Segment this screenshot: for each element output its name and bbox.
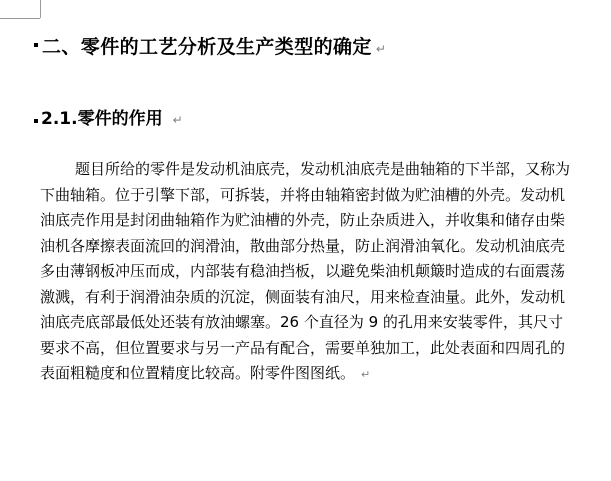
paragraph-mark-icon: ↵ [375,42,387,56]
paragraph-line: 激溅，有利于润滑油杂质的沉淀，侧面装有油尺，用来检查油量。此外，发动机 [40,287,566,306]
body-paragraph[interactable] [40,157,610,387]
paragraph-line: 多由薄钢板冲压而成，内部装有稳油挡板，以避免柴油机颠簸时造成的右面震荡 [40,262,566,280]
page-corner-mark-vertical [40,0,41,18]
section-heading-level-2[interactable] [34,104,183,129]
paragraph-line-last [40,361,610,387]
paragraph-line-text: 表面粗糙度和位置精度比较高。附零件图图纸。 [40,364,356,382]
section-heading-level-1[interactable] [34,32,386,59]
paragraph-line: 要求不高，但位置要求与另一产品有配合，需要单独加工，此处表面和四周孔的 [40,338,566,357]
heading-2-text: 2.1.零件的作用 [41,109,163,129]
heading-bullet-marker [34,43,38,47]
page-corner-mark-horizontal [0,18,40,19]
heading-1-text: 二、零件的工艺分析及生产类型的确定 [42,36,372,58]
heading-bullet-marker [34,119,38,123]
paragraph-line: 油底壳作用是封闭曲轴箱作为贮油槽的外壳，防止杂质进入，并收集和储存由柴 [40,211,566,229]
paragraph-mark-icon: ↵ [361,368,371,381]
paragraph-line: 油底壳底部最低处还装有放油螺塞。26 个直径为 9 的孔用来安装零件，其尺寸 [40,313,563,331]
paragraph-line: 下曲轴箱。位于引擎下部，可拆装，并将由轴箱密封做为贮油槽的外壳。发动机 [40,185,566,204]
paragraph-line: 油机各摩擦表面流回的润滑油，散曲部分热量，防止润滑油氧化。发动机油底壳 [40,236,566,255]
paragraph-mark-icon: ↵ [172,113,183,127]
paragraph-line: 题目所给的零件是发动机油底壳，发动机油底壳是曲轴箱的下半部，又称为 [75,160,571,178]
